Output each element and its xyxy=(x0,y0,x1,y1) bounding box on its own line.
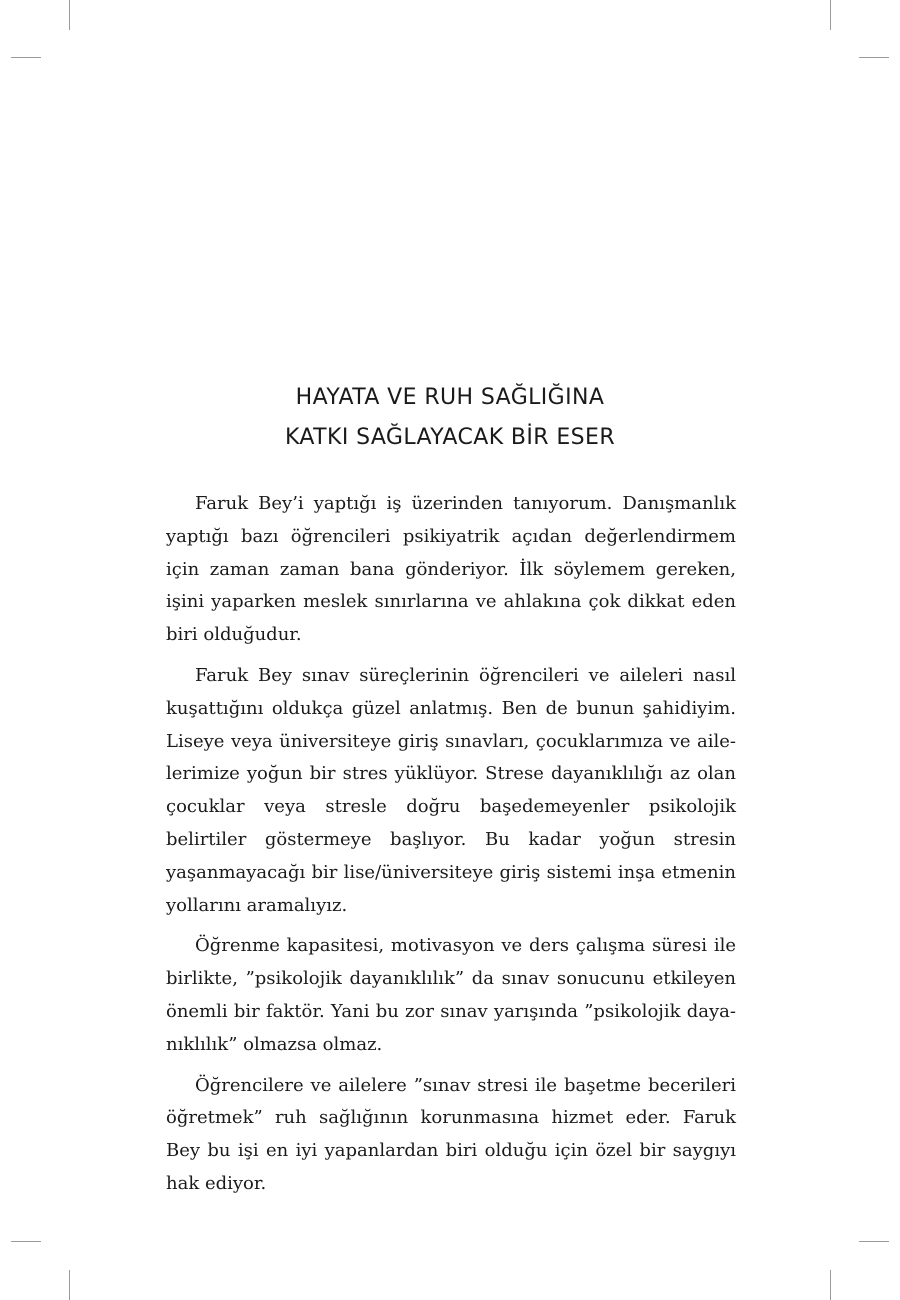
crop-mark-bottom-left-horizontal xyxy=(11,1241,41,1242)
paragraph-4: Öğrencilere ve ailelere ”sınav stresi ile başetme becerileri öğretmek” ruh sağlığının korunmasına hizmet eder. Faruk Bey bu işi en iyi yapanlardan biri olduğu için özel bir saygıyı hak ediyor. xyxy=(166,1074,736,1194)
crop-mark-top-right-vertical xyxy=(830,0,831,30)
paragraph-1: Faruk Bey’i yaptığı iş üzerinden tanıyorum. Danışmanlık yaptığı bazı öğrencileri psikiyatrik açıdan değerlendirmem için zaman zaman bana gönderiyor. İlk söylemem gereken, işini yaparken meslek sınırlarına ve ahlakına çok dikkat eden biri olduğudur. xyxy=(166,493,736,646)
paragraph-2: Faruk Bey sınav süreçlerinin öğrencileri ve aileleri nasıl kuşattığını oldukça güzel anlatmış. Ben de bunun şahidiyim. Liseye veya üniversiteye giriş sınavları, çocuklarımıza ve ailelerimize yoğun bir stres yüklüyor. Strese dayanıklılığı az olan çocuklar veya stresle doğru başedemeyenler psikolojik belirtiler göstermeye başlıyor. Bu kadar yoğun stresin yaşanmayacağı bir lise/üniversiteye giriş sistemi inşa etmenin yollarını aramalıyız. xyxy=(166,664,736,916)
paragraph-3: Öğrenme kapasitesi, motivasyon ve ders çalışma süresi ile birlikte, ”psikolojik dayanıklılık” da sınav sonucunu etkileyen önemli bir faktör. Yani bu zor sınav yarışında ”psikolojik dayanıklılık” olmazsa olmaz. xyxy=(166,935,736,1055)
page-title xyxy=(0,378,900,458)
crop-mark-top-left-horizontal xyxy=(11,57,41,58)
crop-mark-top-left-vertical xyxy=(69,0,70,30)
page-title-line-2: KATKI SAĞLAYACAK BİR ESER xyxy=(284,425,616,450)
crop-mark-top-right-horizontal xyxy=(859,57,889,58)
crop-mark-bottom-right-vertical xyxy=(830,1270,831,1300)
page-title-line-1: HAYATA VE RUH SAĞLIĞINA xyxy=(295,385,605,410)
crop-mark-bottom-right-horizontal xyxy=(859,1241,889,1242)
crop-mark-bottom-left-vertical xyxy=(69,1270,70,1300)
body-text xyxy=(166,488,736,1209)
